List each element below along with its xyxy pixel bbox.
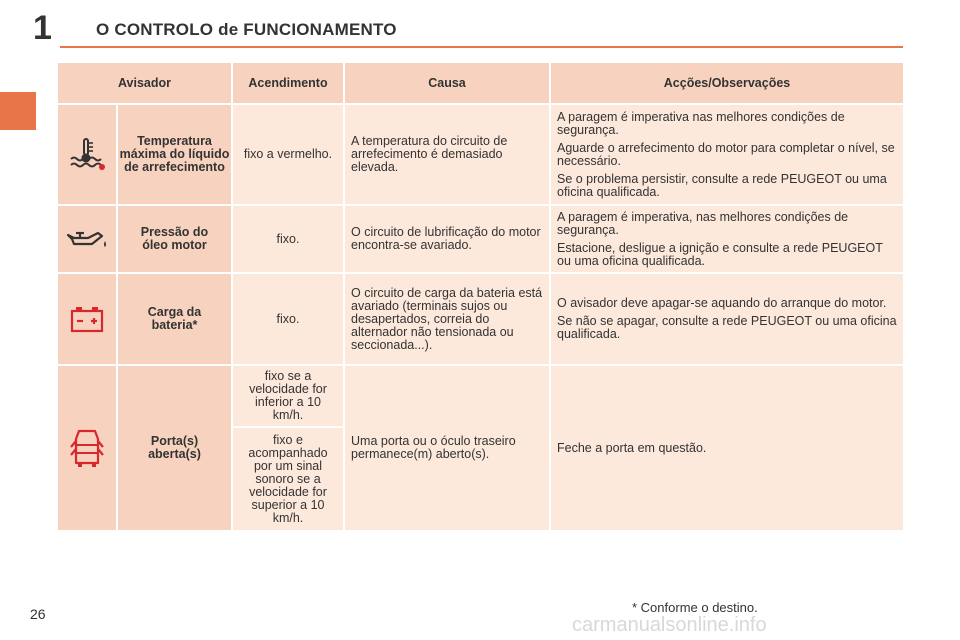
- coolant-temperature-icon: [68, 137, 106, 173]
- table-row-lighting-cell: fixo e acompanhado por um sinal sonoro se a velocidade for superior a 10 km/h.: [233, 428, 343, 530]
- page-number: 26: [30, 606, 46, 622]
- table-row-cause-cell: A temperatura do circuito de arrefecimento é demasiado elevada.: [345, 105, 549, 204]
- action-text: A paragem é imperativa, nas melhores condições de segurança.: [557, 209, 849, 237]
- table-row-name-cell: Carga da bateria*: [118, 274, 231, 364]
- door-open-icon: [70, 427, 104, 469]
- table-row-name-cell: Porta(s) aberta(s): [118, 366, 231, 530]
- action-text: Estacione, desligue a ignição e consulte a rede PEUGEOT ou uma oficina qualificada.: [557, 240, 883, 268]
- watermark: carmanualsonline.info: [572, 614, 767, 636]
- oil-pressure-icon: [64, 227, 110, 251]
- battery-icon: [69, 305, 105, 333]
- table-row-actions-cell: [551, 206, 903, 272]
- table-row-name-cell: Pressão do óleo motor: [118, 206, 231, 272]
- table-row-name-cell: Temperatura máxima do líquido de arrefecimento: [118, 105, 231, 204]
- table-row-actions-cell: [551, 105, 903, 204]
- header-rule: [60, 46, 903, 48]
- column-header-causa: Causa: [345, 63, 549, 103]
- table-row-lighting-cell: fixo.: [233, 206, 343, 272]
- action-text: Feche a porta em questão.: [557, 440, 707, 455]
- table-row-lighting-cell: fixo se a velocidade for inferior a 10 km/h.: [233, 366, 343, 426]
- action-text: Se não se apagar, consulte a rede PEUGEOT ou uma oficina qualificada.: [557, 314, 897, 341]
- table-row-lighting-cell: fixo a vermelho.: [233, 105, 343, 204]
- action-text: O avisador deve apagar-se aquando do arranque do motor.: [557, 296, 887, 310]
- column-header-acendimento: Acendimento: [233, 63, 343, 103]
- table-row-cause-cell: O circuito de carga da bateria está avariado (terminais sujos ou desapertados, correia do alternador não tensionada ou seccionada...).: [345, 274, 549, 364]
- column-header-avisador: Avisador: [58, 63, 231, 103]
- table-row-icon-cell: [58, 206, 116, 272]
- table-row-icon-cell: [58, 366, 116, 530]
- action-text: Aguarde o arrefecimento do motor para completar o nível, se necessário.: [557, 140, 895, 168]
- table-row-actions-cell: [551, 366, 903, 530]
- chapter-side-tab: [0, 92, 36, 130]
- footnote: * Conforme o destino.: [632, 600, 758, 615]
- table-row-cause-cell: Uma porta ou o óculo traseiro permanece(m) aberto(s).: [345, 366, 549, 530]
- table-row-cause-cell: O circuito de lubrificação do motor encontra-se avariado.: [345, 206, 549, 272]
- action-text: A paragem é imperativa nas melhores condições de segurança.: [557, 109, 845, 137]
- action-text: Se o problema persistir, consulte a rede PEUGEOT ou uma oficina qualificada.: [557, 171, 887, 199]
- chapter-number: 1: [33, 9, 52, 47]
- column-header-accoes: Acções/Observações: [551, 63, 903, 103]
- chapter-title: O CONTROLO de FUNCIONAMENTO: [96, 20, 397, 39]
- table-row-icon-cell: [58, 274, 116, 364]
- table-row-actions-cell: [551, 274, 903, 364]
- table-row-lighting-cell: fixo.: [233, 274, 343, 364]
- table-row-icon-cell: [58, 105, 116, 204]
